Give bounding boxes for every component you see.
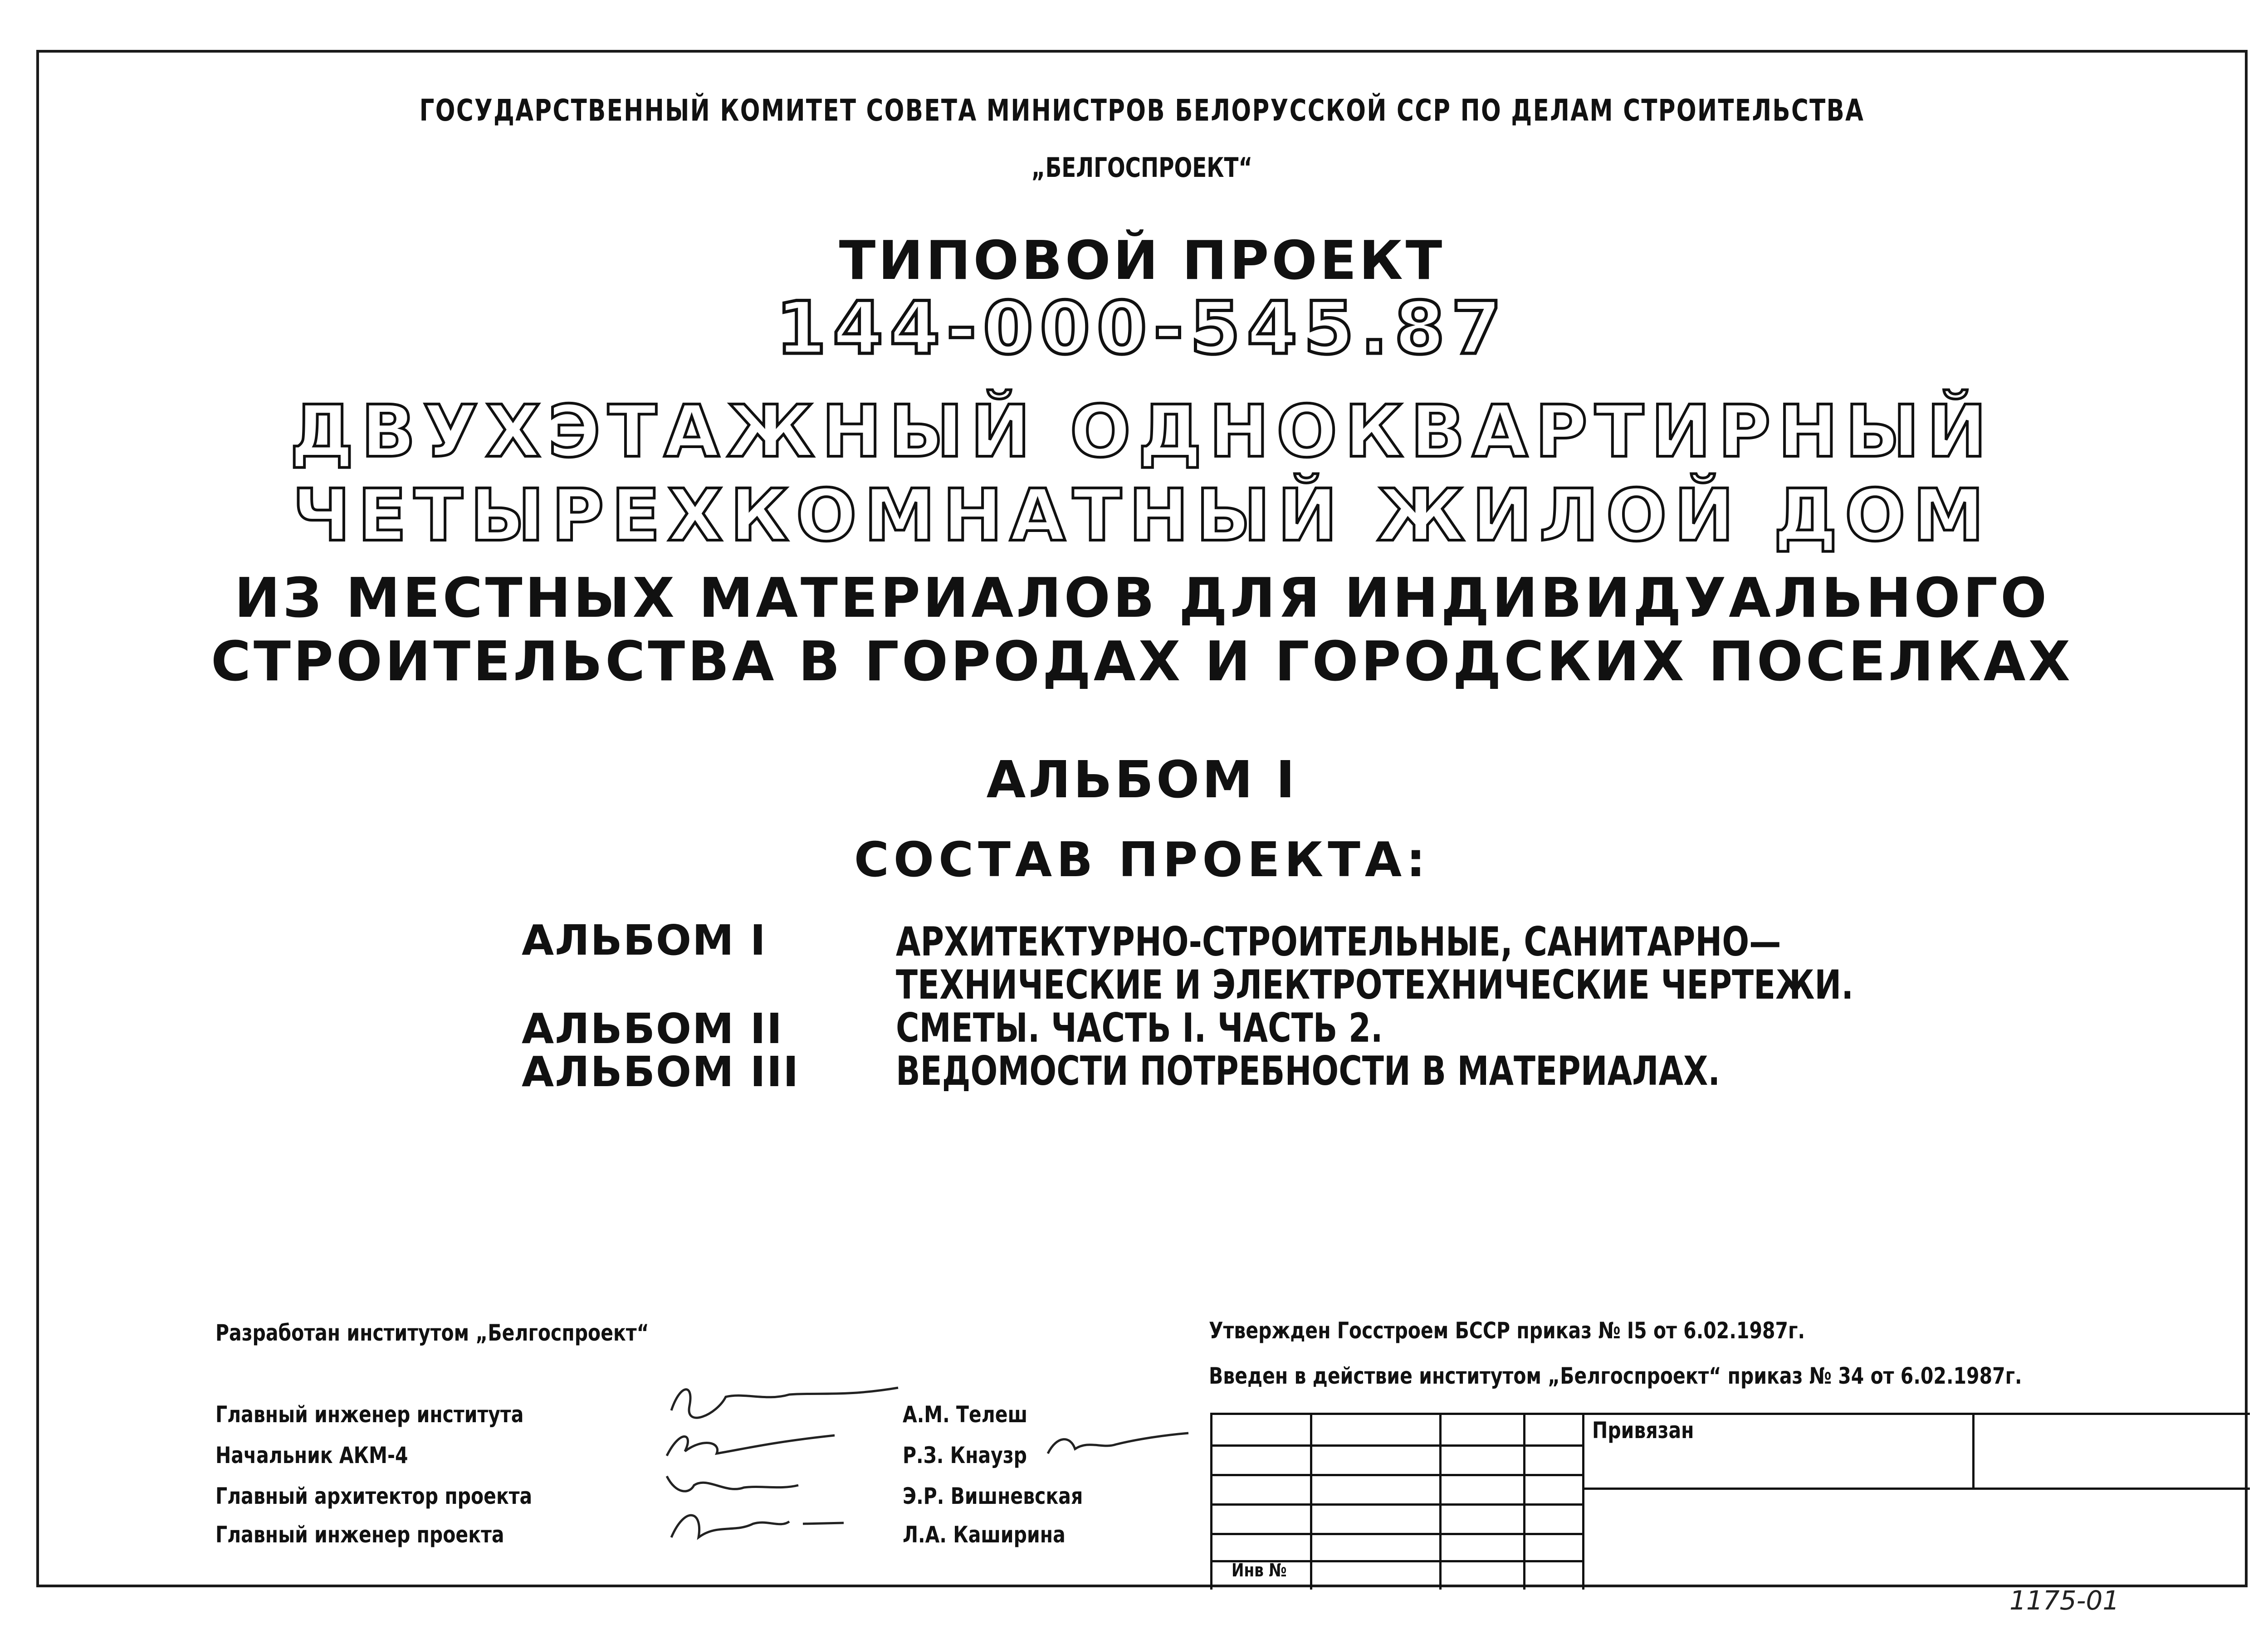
- approval-line: Утвержден Госстроем БССР приказ № I5 от 6.02.1987г.: [1209, 1317, 1805, 1344]
- person-name-4: Л.А. Каширина: [903, 1522, 1066, 1548]
- album-1-label: АЛЬБОМ I: [522, 916, 767, 965]
- corner-code: 1175-01: [2009, 1585, 2120, 1616]
- stamp-divider: [1972, 1415, 1975, 1490]
- project-label: ТИПОВОЙ ПРОЕКТ: [839, 229, 1445, 292]
- stamp-divider: [1310, 1415, 1312, 1590]
- stamp-divider: [1582, 1488, 2250, 1490]
- project-number: 144-000-545.87: [776, 286, 1508, 371]
- stamp-divider: [1523, 1415, 1525, 1590]
- org-line-2: „БЕЛГОСПРОЕКТ“: [1031, 152, 1253, 184]
- album-3-desc: ВЕДОМОСТИ ПОТРЕБНОСТИ В МАТЕРИАЛАХ.: [896, 1048, 1721, 1094]
- title-line-4: СТРОИТЕЛЬСТВА В ГОРОДАХ И ГОРОДСКИХ ПОСЕЛКАХ: [210, 630, 2073, 693]
- signature-2: [653, 1424, 907, 1465]
- developed-by: Разработан институтом „Белгоспроект“: [215, 1320, 649, 1346]
- title-stamp-table: [1210, 1413, 2250, 1590]
- role-chief-project-engineer: Главный инженер проекта: [215, 1522, 504, 1548]
- introduction-line: Введен в действие институтом „Белгоспроект“ приказ № 34 от 6.02.1987г.: [1209, 1363, 2022, 1389]
- title-line-2: ЧЕТЫРЕХКОМНАТНЫЙ ЖИЛОЙ ДОМ: [292, 474, 1992, 557]
- role-chief-engineer-institute: Главный инженер института: [215, 1401, 524, 1428]
- composition-title: СОСТАВ ПРОЕКТА:: [854, 832, 1430, 888]
- person-name-3: Э.Р. Вишневская: [903, 1483, 1083, 1509]
- role-chief-architect: Главный архитектор проекта: [215, 1483, 533, 1509]
- stamp-divider: [1212, 1474, 1582, 1476]
- album-1-desc-line-2: ТЕХНИЧЕСКИЕ И ЭЛЕКТРОТЕХНИЧЕСКИЕ ЧЕРТЕЖИ.: [896, 961, 1854, 1008]
- signature-5: [1043, 1426, 1193, 1463]
- stamp-divider: [1212, 1444, 1582, 1447]
- signature-4: [653, 1501, 907, 1551]
- album-title: АЛЬБОМ I: [986, 751, 1298, 810]
- album-1-desc-line-1: АРХИТЕКТУРНО-СТРОИТЕЛЬНЫЕ, САНИТАРНО—: [896, 918, 1781, 965]
- title-line-3: ИЗ МЕСТНЫХ МАТЕРИАЛОВ ДЛЯ ИНДИВИДУАЛЬНОГО: [234, 567, 2050, 630]
- signature-1: [653, 1379, 907, 1424]
- album-3-label: АЛЬБОМ III: [522, 1048, 800, 1096]
- org-line-1: ГОСУДАРСТВЕННЫЙ КОМИТЕТ СОВЕТА МИНИСТРОВ БЕЛОРУССКОЙ ССР ПО ДЕЛАМ СТРОИТЕЛЬСТВА: [419, 93, 1865, 128]
- person-name-1: А.М. Телеш: [903, 1401, 1028, 1428]
- stamp-divider: [1582, 1415, 1584, 1590]
- stamp-divider: [1212, 1533, 1582, 1535]
- album-2-label: АЛЬБОМ II: [522, 1005, 783, 1053]
- stamp-divider: [1212, 1503, 1582, 1506]
- title-line-1: ДВУХЭТАЖНЫЙ ОДНОКВАРТИРНЫЙ: [290, 390, 1994, 473]
- person-name-2: Р.З. Кнаузр: [903, 1442, 1027, 1468]
- signature-3: [653, 1467, 907, 1503]
- inventory-label: Инв №: [1232, 1560, 1287, 1581]
- bound-label: Привязан: [1592, 1417, 1694, 1444]
- album-2-desc: СМЕТЫ. ЧАСТЬ I. ЧАСТЬ 2.: [896, 1005, 1383, 1051]
- role-head-akm: Начальник АКМ-4: [215, 1442, 408, 1468]
- stamp-divider: [1439, 1415, 1442, 1590]
